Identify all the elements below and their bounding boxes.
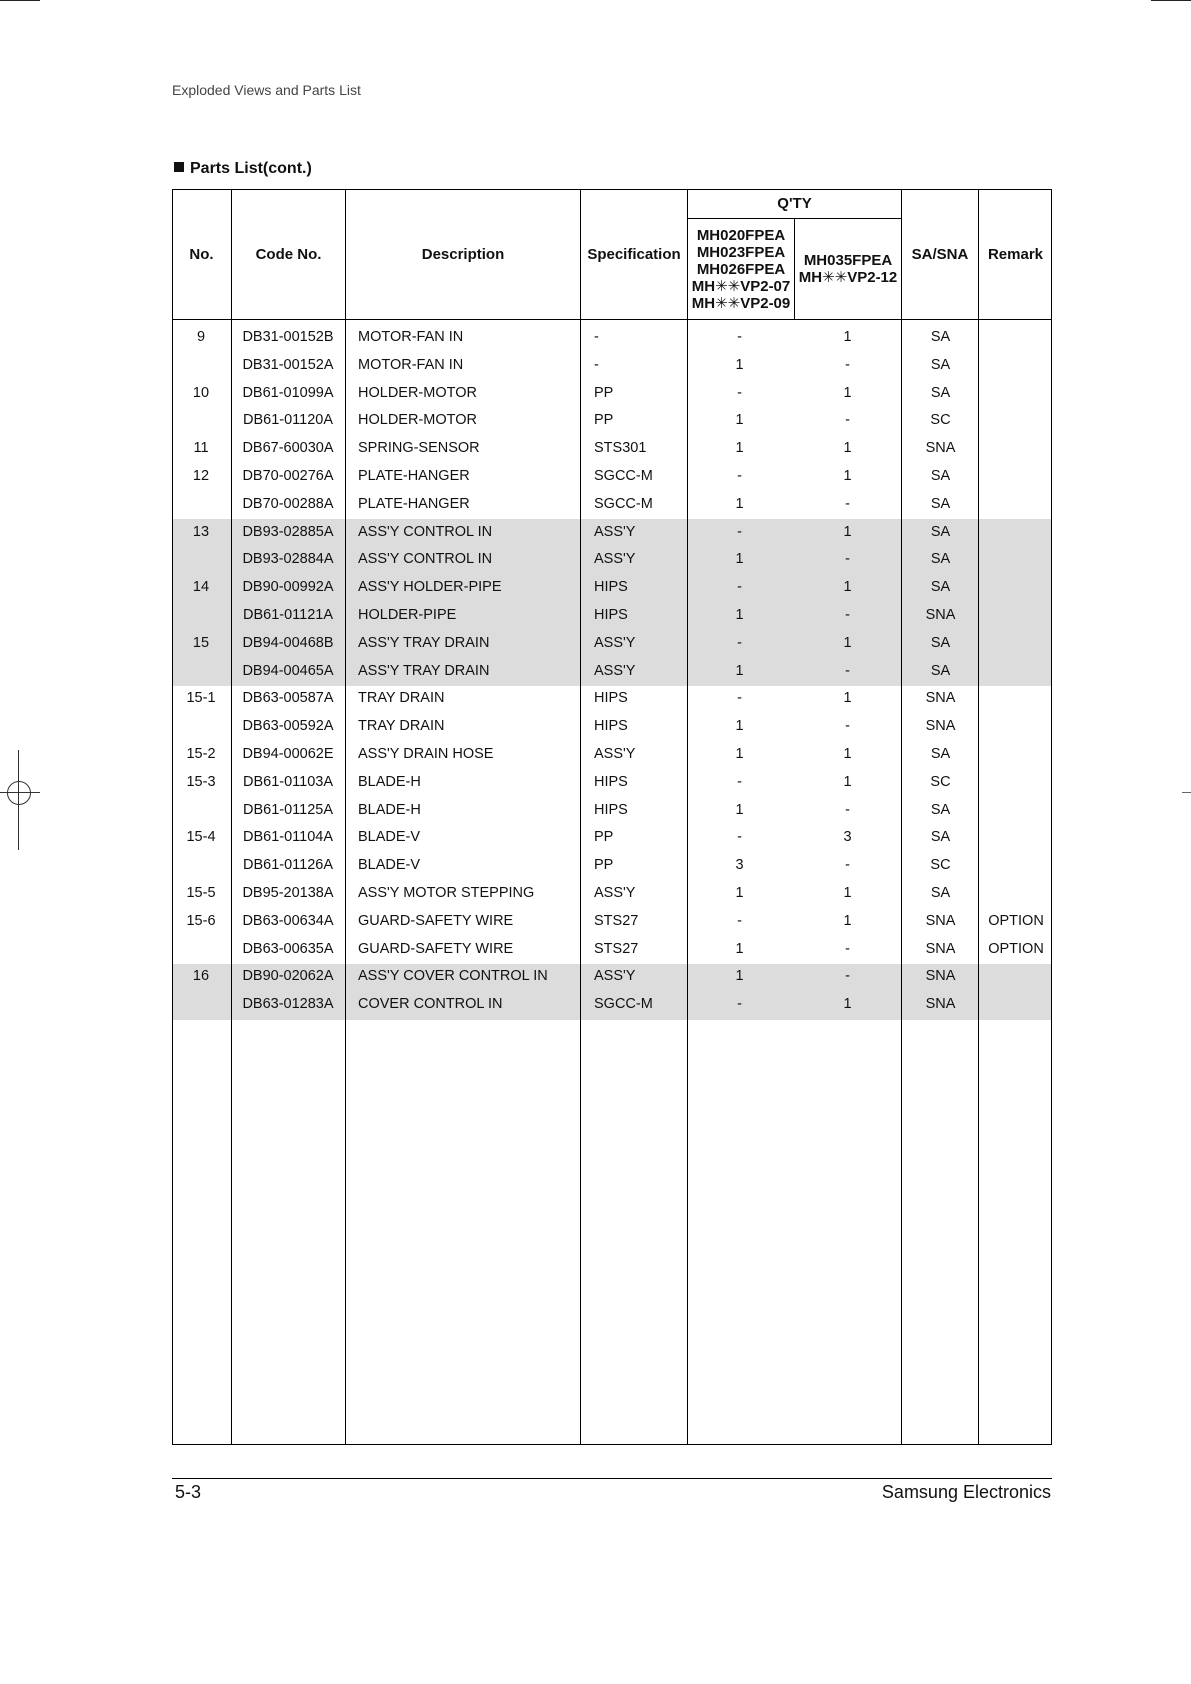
table-cell-code: DB63-00634A <box>242 913 334 929</box>
table-cell-q2: - <box>845 857 850 873</box>
table-cell-q1: 1 <box>735 663 744 679</box>
table-cell-q1: - <box>737 635 742 651</box>
table-cell-sa: SA <box>930 468 951 484</box>
table-cell-desc: HOLDER-MOTOR <box>358 385 477 401</box>
table-cell-sa: SNA <box>925 941 956 957</box>
table-cell-desc: ASS'Y CONTROL IN <box>358 524 493 540</box>
col-header-specification: Specification <box>587 245 681 263</box>
margin-tick <box>1182 792 1191 793</box>
table-cell-desc: HOLDER-PIPE <box>358 607 457 623</box>
table-cell-no <box>172 545 230 573</box>
table-cell-q2: - <box>845 941 850 957</box>
table-cell-spec: HIPS <box>594 579 628 595</box>
table-cell-sa: SA <box>930 329 951 345</box>
table-cell-q1: - <box>737 329 742 345</box>
table-cell-remark <box>980 462 1052 490</box>
table-cell-q1: 1 <box>735 496 744 512</box>
table-cell-code: DB61-01104A <box>242 829 334 845</box>
table-cell-remark <box>980 545 1052 573</box>
table-cell-sa: SC <box>930 774 951 790</box>
table-cell-no <box>172 935 230 963</box>
table-cell-code: DB61-01121A <box>242 607 334 623</box>
table-cell-spec: ASS'Y <box>594 635 636 651</box>
square-bullet-icon <box>174 162 184 172</box>
table-cell-spec: - <box>594 329 599 345</box>
table-cell-sa: SA <box>930 579 951 595</box>
table-cell-remark <box>980 740 1052 768</box>
table-cell-q2: 1 <box>843 996 852 1012</box>
table-cell-q2: - <box>845 607 850 623</box>
table-cell-code: DB90-00992A <box>242 579 334 595</box>
table-cell-desc: ASS'Y TRAY DRAIN <box>358 663 490 679</box>
table-cell-remark <box>980 962 1052 990</box>
table-cell-q2: - <box>845 802 850 818</box>
table-cell-spec: STS301 <box>594 440 647 456</box>
col-header-no: No. <box>189 245 214 263</box>
table-cell-spec: - <box>594 357 599 373</box>
col-header-sa-sna: SA/SNA <box>911 245 969 263</box>
table-cell-spec: ASS'Y <box>594 524 636 540</box>
table-cell-q2: 1 <box>843 524 852 540</box>
table-cell-desc: BLADE-V <box>358 829 421 845</box>
crop-mark-left <box>0 0 40 1</box>
table-cell-code: DB63-00587A <box>242 690 334 706</box>
table-cell-sa: SNA <box>925 690 956 706</box>
table-cell-spec: ASS'Y <box>594 663 636 679</box>
table-cell-no <box>172 601 230 629</box>
table-cell-sa: SA <box>930 385 951 401</box>
model-name: MH✳✳VP2-09 <box>691 294 791 312</box>
table-cell-no <box>172 990 230 1018</box>
table-cell-q1: 3 <box>735 857 744 873</box>
table-cell-code: DB63-00635A <box>242 941 334 957</box>
table-cell-code: DB63-01283A <box>242 996 334 1012</box>
model-name: MH020FPEA <box>696 226 786 244</box>
table-cell-no: 12 <box>192 468 210 484</box>
table-cell-no: 10 <box>192 385 210 401</box>
table-cell-q2: 1 <box>843 635 852 651</box>
table-cell-q2: 1 <box>843 385 852 401</box>
section-title <box>174 160 312 178</box>
table-cell-q1: - <box>737 524 742 540</box>
table-cell-code: DB31-00152A <box>242 357 334 373</box>
table-cell-no: 15-1 <box>186 690 216 706</box>
table-cell-remark: OPTION <box>988 913 1044 929</box>
model-name: MH023FPEA <box>696 243 786 261</box>
table-cell-spec: SGCC-M <box>594 996 653 1012</box>
table-cell-code: DB61-01120A <box>242 412 334 428</box>
table-cell-desc: ASS'Y COVER CONTROL IN <box>358 968 548 984</box>
table-cell-sa: SNA <box>925 718 956 734</box>
table-cell-desc: MOTOR-FAN IN <box>358 329 464 345</box>
section-title-text: Parts List(cont.) <box>190 160 312 177</box>
table-cell-no <box>172 657 230 685</box>
table-cell-desc: GUARD-SAFETY WIRE <box>358 913 514 929</box>
table-cell-desc: HOLDER-MOTOR <box>358 412 477 428</box>
table-cell-desc: GUARD-SAFETY WIRE <box>358 941 514 957</box>
table-cell-q1: - <box>737 579 742 595</box>
table-cell-sa: SA <box>930 357 951 373</box>
table-cell-q1: 1 <box>735 357 744 373</box>
table-cell-spec: SGCC-M <box>594 468 653 484</box>
table-cell-remark <box>980 351 1052 379</box>
model-name: MH✳✳VP2-12 <box>798 269 898 286</box>
table-cell-no: 14 <box>192 579 210 595</box>
table-cell-sa: SC <box>930 857 951 873</box>
table-cell-no <box>172 406 230 434</box>
table-cell-spec: SGCC-M <box>594 496 653 512</box>
col-divider <box>345 189 346 1445</box>
model-name: MH✳✳VP2-07 <box>691 277 791 295</box>
table-cell-q1: 1 <box>735 802 744 818</box>
table-cell-desc: MOTOR-FAN IN <box>358 357 464 373</box>
table-cell-desc: BLADE-H <box>358 774 421 790</box>
table-cell-q1: 1 <box>735 746 744 762</box>
table-cell-code: DB61-01099A <box>242 385 334 401</box>
table-cell-sa: SNA <box>925 440 956 456</box>
col-header-qty-model-1 <box>688 219 794 319</box>
table-cell-q1: - <box>737 385 742 401</box>
table-cell-no: 16 <box>192 968 210 984</box>
table-cell-remark <box>980 323 1052 351</box>
col-divider <box>978 189 979 1445</box>
table-cell-spec: HIPS <box>594 774 628 790</box>
table-cell-remark <box>980 768 1052 796</box>
table-cell-q1: - <box>737 774 742 790</box>
table-cell-spec: PP <box>594 385 614 401</box>
table-cell-code: DB61-01103A <box>242 774 334 790</box>
table-cell-q2: 1 <box>843 913 852 929</box>
table-cell-q1: 1 <box>735 607 744 623</box>
table-cell-code: DB90-02062A <box>242 968 334 984</box>
table-cell-q2: - <box>845 412 850 428</box>
table-cell-remark <box>980 518 1052 546</box>
table-cell-spec: PP <box>594 829 614 845</box>
table-cell-code: DB61-01125A <box>242 802 334 818</box>
model-name: MH026FPEA <box>696 260 786 278</box>
table-cell-no: 15-5 <box>186 885 216 901</box>
table-cell-q2: 1 <box>843 690 852 706</box>
table-cell-desc: COVER CONTROL IN <box>358 996 503 1012</box>
table-cell-remark <box>980 990 1052 1018</box>
table-cell-sa: SA <box>930 663 951 679</box>
table-cell-q2: - <box>845 718 850 734</box>
table-cell-spec: STS27 <box>594 913 639 929</box>
crop-mark-right <box>1151 0 1191 1</box>
table-cell-code: DB94-00465A <box>242 663 334 679</box>
table-cell-q1: 1 <box>735 551 744 567</box>
table-cell-desc: TRAY DRAIN <box>358 718 445 734</box>
table-cell-sa: SA <box>930 524 951 540</box>
table-cell-spec: ASS'Y <box>594 885 636 901</box>
table-cell-q2: 1 <box>843 468 852 484</box>
table-cell-q2: - <box>845 496 850 512</box>
table-cell-remark <box>980 684 1052 712</box>
table-cell-sa: SNA <box>925 996 956 1012</box>
table-cell-spec: ASS'Y <box>594 551 636 567</box>
table-cell-sa: SA <box>930 829 951 845</box>
table-cell-remark: OPTION <box>988 941 1044 957</box>
table-cell-sa: SA <box>930 802 951 818</box>
table-cell-spec: ASS'Y <box>594 746 636 762</box>
col-header-remark: Remark <box>987 245 1044 263</box>
table-cell-code: DB94-00468B <box>242 635 334 651</box>
registration-mark <box>0 750 40 850</box>
table-cell-remark <box>980 823 1052 851</box>
table-cell-q1: 1 <box>735 941 744 957</box>
table-cell-desc: ASS'Y MOTOR STEPPING <box>358 885 535 901</box>
table-cell-no: 13 <box>192 524 210 540</box>
table-cell-remark <box>980 851 1052 879</box>
table-cell-q2: 1 <box>843 579 852 595</box>
table-cell-q1: 1 <box>735 968 744 984</box>
table-cell-no: 15-4 <box>186 829 216 845</box>
table-cell-q2: - <box>845 663 850 679</box>
table-cell-remark <box>980 406 1052 434</box>
running-header: Exploded Views and Parts List <box>172 82 361 98</box>
table-cell-code: DB31-00152B <box>242 329 334 345</box>
table-cell-desc: ASS'Y TRAY DRAIN <box>358 635 490 651</box>
table-cell-q1: - <box>737 690 742 706</box>
table-cell-desc: PLATE-HANGER <box>358 468 470 484</box>
table-cell-q2: 1 <box>843 440 852 456</box>
table-cell-sa: SA <box>930 551 951 567</box>
table-cell-q1: 1 <box>735 885 744 901</box>
table-cell-code: DB94-00062E <box>242 746 334 762</box>
table-cell-q2: - <box>845 357 850 373</box>
table-cell-no: 15-2 <box>186 746 216 762</box>
col-header-qty: Q'TY <box>777 195 812 212</box>
table-cell-q2: 1 <box>843 329 852 345</box>
table-cell-spec: PP <box>594 857 614 873</box>
table-cell-sa: SA <box>930 635 951 651</box>
table-cell-remark <box>980 629 1052 657</box>
table-cell-remark <box>980 796 1052 824</box>
table-cell-no <box>172 490 230 518</box>
table-cell-sa: SNA <box>925 607 956 623</box>
table-cell-desc: ASS'Y DRAIN HOSE <box>358 746 494 762</box>
table-cell-remark <box>980 490 1052 518</box>
table-cell-q1: - <box>737 913 742 929</box>
col-header-code: Code No. <box>255 245 322 263</box>
table-cell-q2: 1 <box>843 774 852 790</box>
table-cell-q2: 1 <box>843 885 852 901</box>
table-cell-desc: BLADE-H <box>358 802 421 818</box>
table-cell-q1: 1 <box>735 440 744 456</box>
table-cell-spec: PP <box>594 412 614 428</box>
table-cell-spec: HIPS <box>594 802 628 818</box>
table-cell-no <box>172 712 230 740</box>
col-divider <box>580 189 581 1445</box>
table-cell-remark <box>980 573 1052 601</box>
table-cell-desc: TRAY DRAIN <box>358 690 445 706</box>
table-cell-sa: SNA <box>925 968 956 984</box>
footer-rule <box>172 1478 1052 1479</box>
table-cell-no <box>172 851 230 879</box>
table-cell-sa: SA <box>930 746 951 762</box>
company-name: Samsung Electronics <box>881 1482 1051 1502</box>
table-cell-sa: SA <box>930 885 951 901</box>
table-cell-code: DB93-02884A <box>242 551 334 567</box>
table-cell-q1: - <box>737 829 742 845</box>
table-cell-remark <box>980 434 1052 462</box>
table-cell-no: 15-3 <box>186 774 216 790</box>
table-cell-remark <box>980 657 1052 685</box>
table-cell-remark <box>980 712 1052 740</box>
table-cell-code: DB70-00276A <box>242 468 334 484</box>
table-cell-no: 15 <box>192 635 210 651</box>
table-cell-code: DB95-20138A <box>242 885 334 901</box>
table-cell-no <box>172 351 230 379</box>
table-cell-q2: 1 <box>843 746 852 762</box>
table-cell-q2: - <box>845 551 850 567</box>
table-cell-code: DB93-02885A <box>242 524 334 540</box>
table-cell-q1: - <box>737 996 742 1012</box>
page-number: 5-3 <box>175 1482 202 1502</box>
table-cell-spec: ASS'Y <box>594 968 636 984</box>
table-cell-desc: ASS'Y HOLDER-PIPE <box>358 579 502 595</box>
table-cell-remark <box>980 879 1052 907</box>
table-cell-no <box>172 796 230 824</box>
table-cell-no: 11 <box>193 440 209 456</box>
table-cell-remark <box>980 379 1052 407</box>
table-cell-sa: SA <box>930 496 951 512</box>
col-divider <box>901 189 902 1445</box>
table-cell-q2: - <box>845 968 850 984</box>
table-cell-sa: SC <box>930 412 951 428</box>
table-cell-code: DB67-60030A <box>242 440 334 456</box>
table-cell-q2: 3 <box>843 829 852 845</box>
table-cell-spec: HIPS <box>594 607 628 623</box>
table-cell-q1: 1 <box>735 412 744 428</box>
header-bottom-line <box>172 319 1052 320</box>
table-cell-q1: - <box>737 468 742 484</box>
table-cell-code: DB61-01126A <box>242 857 334 873</box>
table-cell-no: 9 <box>196 329 206 345</box>
table-cell-spec: STS27 <box>594 941 639 957</box>
table-cell-spec: HIPS <box>594 718 628 734</box>
col-header-qty-model-2 <box>795 219 901 319</box>
table-cell-no: 15-6 <box>186 913 216 929</box>
table-cell-spec: HIPS <box>594 690 628 706</box>
model-name: MH035FPEA <box>803 252 893 269</box>
table-cell-code: DB63-00592A <box>242 718 334 734</box>
col-header-description: Description <box>421 245 505 263</box>
table-cell-desc: BLADE-V <box>358 857 421 873</box>
table-cell-desc: SPRING-SENSOR <box>358 440 480 456</box>
table-cell-code: DB70-00288A <box>242 496 334 512</box>
table-cell-desc: ASS'Y CONTROL IN <box>358 551 493 567</box>
table-cell-sa: SNA <box>925 913 956 929</box>
table-cell-remark <box>980 601 1052 629</box>
table-cell-q1: 1 <box>735 718 744 734</box>
table-cell-desc: PLATE-HANGER <box>358 496 470 512</box>
